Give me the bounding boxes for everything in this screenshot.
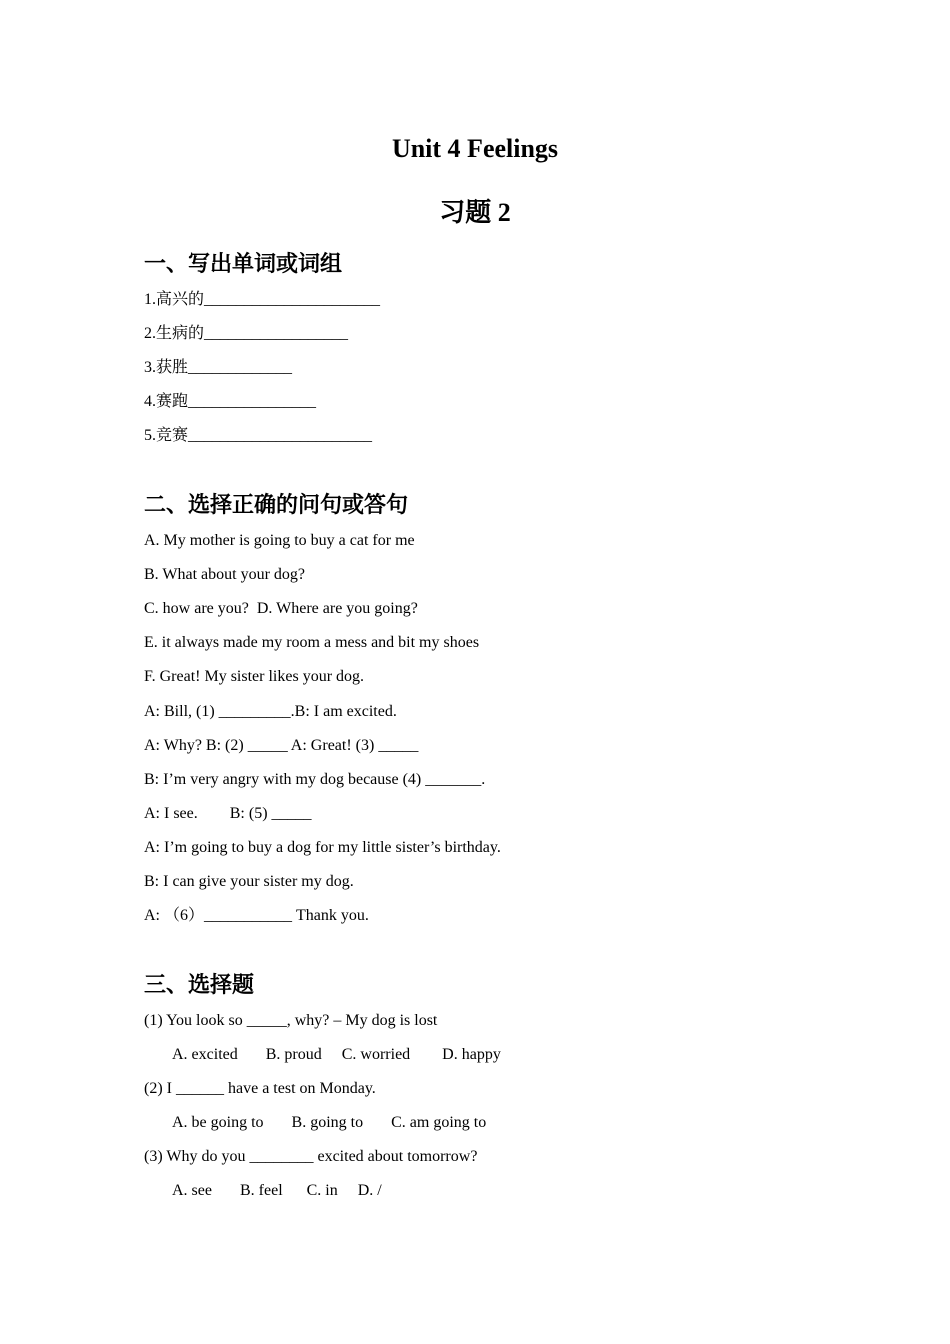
question-stem: (3) Why do you ________ excited about tomorrow? [144,1148,478,1165]
vocab-item: 1.高兴的______________________ [144,291,381,308]
vocab-item: 2.生病的__________________ [144,325,349,342]
question-stem: (2) I ______ have a test on Monday. [144,1080,376,1097]
dialogue-line: B: I’m very angry with my dog because (4) _______. [144,771,486,788]
dialogue-line: A: Bill, (1) _________.B: I am excited. [144,703,397,720]
page-title: Unit 4 Feelings [391,134,559,163]
question-stem: (1) You look so _____, why? – My dog is lost [144,1012,438,1029]
answer-option: E. it always made my room a mess and bit my shoes [144,634,480,651]
section-heading-1: 一、写出单词或词组 [144,252,343,277]
dialogue-line: B: I can give your sister my dog. [144,873,354,890]
dialogue-line: A: Why? B: (2) _____ A: Great! (3) _____ [144,737,419,754]
page-subtitle: 习题 2 [439,198,511,227]
vocab-item: 3.获胜_____________ [144,359,293,376]
answer-option: F. Great! My sister likes your dog. [144,668,365,685]
answer-option: C. how are you? D. Where are you going? [144,600,418,617]
question-choices: A. excited B. proud C. worried D. happy [172,1046,501,1063]
dialogue-line: A: I’m going to buy a dog for my little sister’s birthday. [144,839,501,856]
section-heading-2: 二、选择正确的问句或答句 [144,493,409,518]
vocab-item: 5.竞赛_______________________ [144,427,373,444]
answer-option: A. My mother is going to buy a cat for me [144,532,415,549]
dialogue-line: A: （6）___________ Thank you. [144,907,369,924]
question-choices: A. see B. feel C. in D. / [172,1182,382,1199]
question-choices: A. be going to B. going to C. am going to [172,1114,487,1131]
dialogue-line: A: I see. B: (5) _____ [144,805,312,822]
answer-option: B. What about your dog? [144,566,306,583]
section-heading-3: 三、选择题 [144,973,255,998]
vocab-item: 4.赛跑________________ [144,393,317,410]
